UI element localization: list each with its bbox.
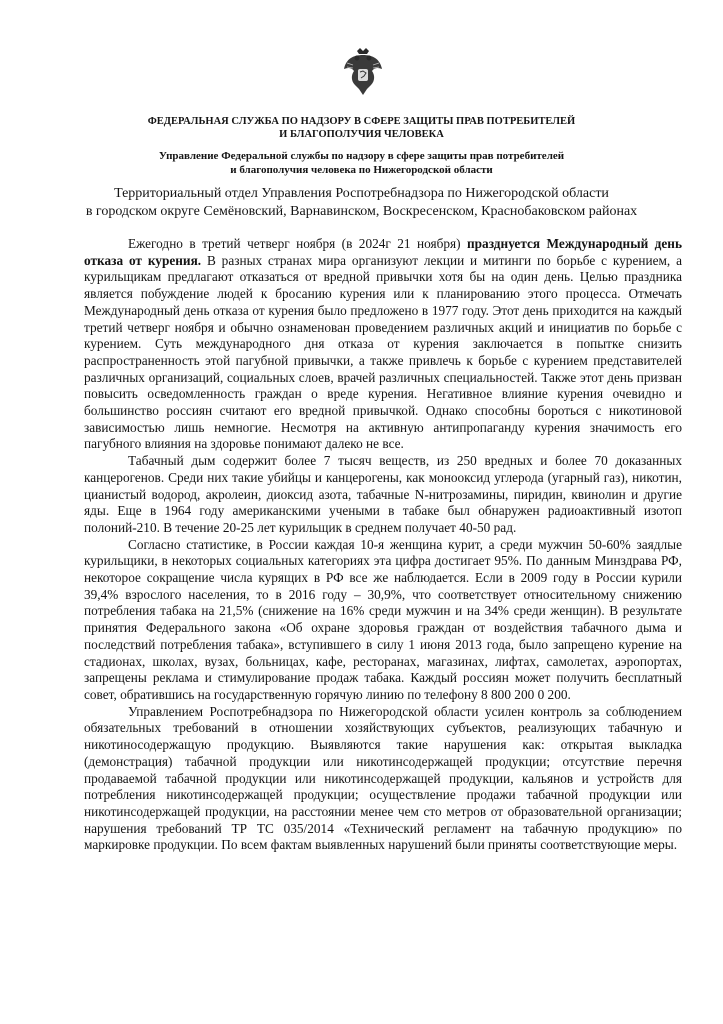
agency-title-line1: ФЕДЕРАЛЬНАЯ СЛУЖБА ПО НАДЗОРУ В СФЕРЕ ЗАЩИТЫ ПРАВ ПОТРЕБИТЕЛЕЙ: [147, 116, 576, 127]
paragraph-enforcement: Управлением Роспотребнадзора по Нижегородской области усилен контроль за соблюдением обязательных требований в отношении хозяйствующих субъектов, реализующих табачную и никотиносодержащую продукцию. Выявляются такие нарушения как: открытая выкладка (демонстрация) табачной продукции или никотинсодержащей продукции; отсутствие перечня продаваемой табачной продукции или никотинсодержащей продукции, кальянов и устройств для потребления никотинсодержащей продукции; осуществление продажи табачной продукции или никотинсодержащей продукции, на расстоянии менее чем сто метров от образовательной организации; нарушения требований ТР ТС 035/2014 «Технический регламент на табачную продукцию» по маркировке продукции. По всем фактам выявленных нарушений были приняты соответствующие меры.: [84, 703, 682, 853]
paragraph1-rest: В разных странах мира организуют лекции и митинги по борьбе с курением, а курильщикам предлагают отказаться от вредной привычки хотя бы на один день. Целью праздника является побуждение людей к бросанию курения или к планированию этого процесса. Отмечать Международный день отказа от курения было предложено в 1977 году. Этот день приходится на каждый третий четверг ноября и обычно ознаменован проведением различных акций и инициатив по борьбе с курением. Суть международного дня отказа от курения заключается в попытке снизить распространенность этой пагубной привычки, а также привлечь к борьбе с курением представителей различных организаций, социальных слоев, врачей различных специальностей. Также этот день призван повысить осведомленность граждан о вреде курения. Негативное влияние курения очевидно и большинство россиян считают его вредной привычкой. Однако способны бороться с никотиновой зависимостью лишь немногие. Несмотря на активную антипропаганду курения значимость его пагубного влияния на здоровье понимают далеко не все.: [84, 252, 682, 452]
territorial-title-line2: в городском округе Семёновский, Варнавинском, Воскресенском, Краснобаковском районах: [85, 204, 638, 219]
territorial-department-title: [0, 185, 723, 221]
paragraph1-highlight: празднуется Международный день отказа от курения.: [84, 236, 682, 268]
article-body: [84, 236, 682, 854]
department-title: [0, 149, 723, 177]
paragraph-statistics: Согласно статистике, в России каждая 10-я женщина курит, а среди мужчин 50-60% заядлые курильщики, в некоторых социальных категориях эта цифра достигает 95%. По данным Минздрава РФ, некоторое сокращение числа курящих в РФ все же наблюдается. Если в 2009 году в России курили 39,4% взрослого населения, то в 2016 году – 30,9%, что соответствует относительному снижению потребления табака на 21,5% (снижение на 16% среди мужчин и на 34% среди женщин). В результате принятия Федерального закона «Об охране здоровья граждан от воздействия табачного дыма и последствий потребления табака», вступившего в силу 1 июня 2013 года, было запрещено курение на стадионах, школах, вузах, больницах, кафе, ресторанах, магазинах, лифтах, самолетах, аэропортах, запрещены реклама и стимулирование продаж табака. Каждый россиян может получить бесплатный совет, обратившись на государственную горячую линию по телефону 8 800 200 0 200.: [84, 536, 682, 702]
paragraph1-intro: Ежегодно в третий четверг ноября (в 2024г 21 ноября): [128, 236, 467, 251]
agency-title-line2: И БЛАГОПОЛУЧИЯ ЧЕЛОВЕКА: [279, 129, 444, 140]
territorial-title-line1: Территориальный отдел Управления Роспотребнадзора по Нижегородской области: [114, 186, 609, 201]
agency-title: [0, 115, 723, 141]
paragraph-tobacco-smoke: Табачный дым содержит более 7 тысяч веществ, из 250 вредных и более 70 доказанных канцерогенов. Среди них такие убийцы и канцерогены, как монооксид углерода (угарный газ), никотин, цианистый водород, акролеин, диоксид азота, табачные N-нитрозамины, пиридин, квинолин и другие яды. Еще в 1964 году американскими учеными в табаке был обнаружен радиоактивный изотоп полоний-210. В течение 20-25 лет курильщик в среднем получает 40-50 рад.: [84, 453, 682, 535]
department-title-line1: Управление Федеральной службы по надзору в сфере защиты прав потребителей: [158, 150, 565, 162]
department-title-line2: и благополучия человека по Нижегородской области: [230, 164, 493, 176]
paragraph-smoking-day: [84, 236, 682, 453]
russian-coat-of-arms-icon: [343, 45, 383, 97]
